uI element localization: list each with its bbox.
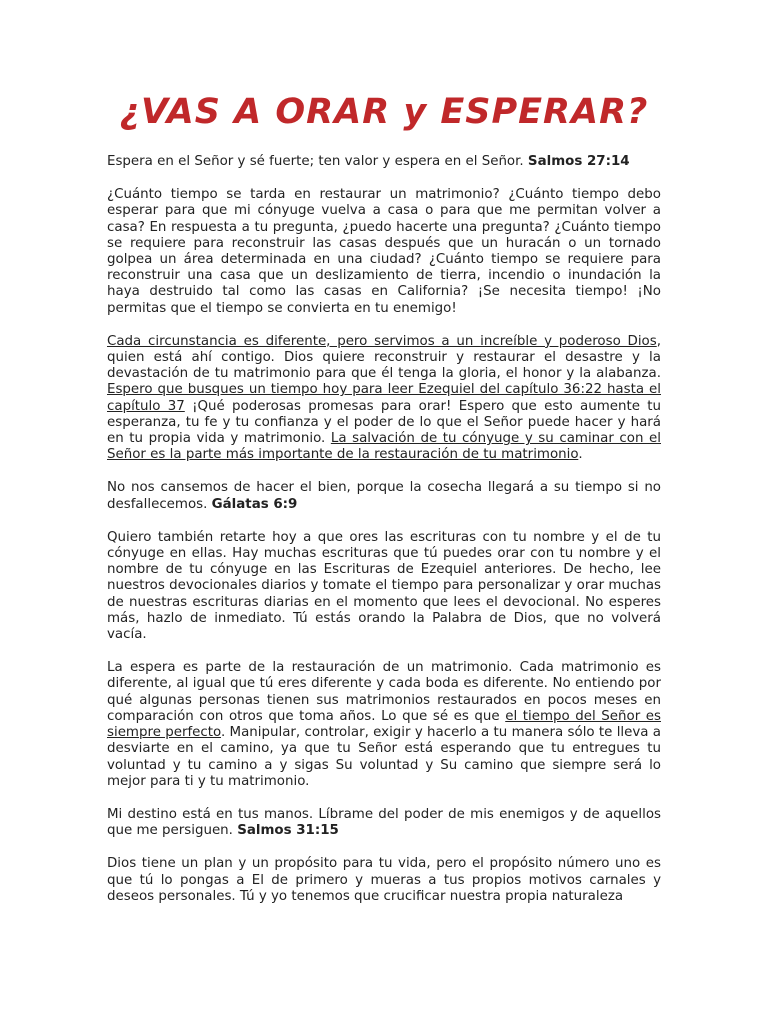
underlined-text: Cada circunstancia es diferente, pero servimos a un increíble y poderoso Dios (107, 333, 657, 349)
scripture-reference: Salmos 31:15 (237, 823, 339, 839)
scripture-reference: Gálatas 6:9 (211, 496, 298, 512)
paragraph-7 (107, 807, 661, 839)
document-title: ¿VAS A ORAR y ESPERAR? (119, 92, 649, 132)
text-run: ¿Cuánto tiempo se tarda en restaurar un matrimonio? ¿Cuánto tiempo debo esperar para que mi cónyuge vuelva a casa o para que me permitan volver a casa? En respuesta a tu pregunta, ¿puedo hacerte una pregunta? ¿Cuánto tiempo se requiere para reconstruir las casas después que un huracán o un tornado golpea un área determinada en una ciudad? ¿Cuánto tiempo se requiere para reconstruir una casa que un deslizamiento de tierra, incendio o inundación la haya destruido tal como las casas en California? ¡Se necesita tiempo! ¡No permitas que el tiempo se convierta en tu enemigo! (107, 187, 661, 316)
text-run: Quiero también retarte hoy a que ores las escrituras con tu nombre y el de tu cónyuge en ellas. Hay muchas escrituras que tú puedes orar con tu nombre y el nombre de tu cónyuge en las Escrituras de Ezequiel anteriores. De hecho, lee nuestros devocionales diarios y tomate el tiempo para personalizar y orar muchas de nuestras escrituras diarias en el momento que lees el devocional. No esperes más, hazlo de inmediato. Tú estás orando la Palabra de Dios, que no volverá vacía. (107, 529, 661, 643)
text-run: ¡Qué poderosas promesas para orar! Espero que esto aumente tu esperanza, tu fe y tu confianza y el poder de lo que el Señor puede hacer y hará en tu propia vida y matrimonio. (107, 398, 662, 447)
paragraph-4 (107, 480, 661, 512)
paragraph-6 (107, 660, 661, 790)
text-run: Espera en el Señor y sé fuerte; ten valor y espera en el Señor. (107, 154, 528, 169)
text-run: . Manipular, controlar, exigir y hacerlo a tu manera sólo te lleva a desviarte en el camino, ya que tu Señor está esperando que tu entregues tu voluntad y tu camino a y sigas Su voluntad y Su camino que siempre será lo mejor para ti y tu matrimonio. (107, 725, 662, 789)
text-run: Mi destino está en tus manos. Líbrame del poder de mis enemigos y de aquellos que me persiguen. (107, 806, 661, 839)
underlined-text: el tiempo del Señor es siempre perfecto (107, 708, 661, 741)
text-run: Dios tiene un plan y un propósito para tu vida, pero el propósito número uno es que tú lo pongas a El de primero y mueras a tus propios motivos carnales y deseos personales. Tú y yo tenemos que crucificar nuestra propia naturaleza (107, 856, 661, 904)
paragraph-8 (107, 856, 661, 905)
text-run: . (578, 447, 583, 463)
paragraph-1 (107, 154, 661, 170)
scripture-reference: Salmos 27:14 (527, 154, 630, 169)
text-run: La espera es parte de la restauración de un matrimonio. Cada matrimonio es diferente, al igual que tú eres diferente y cada boda es diferente. No entiendo por qué algunas personas tienen sus matrimonios restaurados en pocos meses en comparación con otros que toma años. Lo que sé es que (107, 660, 661, 724)
paragraph-3 (107, 334, 661, 464)
text-run: No nos cansemos de hacer el bien, porque la cosecha llegará a su tiempo si no desfallecemos. (107, 480, 661, 512)
underlined-text: Espero que busques un tiempo hoy para leer Ezequiel del capítulo 36:22 hasta el capítulo 37 (107, 382, 661, 414)
text-run: , quien está ahí contigo. Dios quiere reconstruir y restaurar el desastre y la devastación de tu matrimonio para que él tenga la gloria, el honor y la alabanza. (107, 333, 661, 382)
paragraph-2 (107, 187, 661, 317)
document-page (107, 92, 661, 922)
paragraph-5 (107, 530, 661, 643)
underlined-text: La salvación de tu cónyuge y su caminar con el Señor es la parte más importante de la restauración de tu matrimonio (107, 431, 661, 463)
